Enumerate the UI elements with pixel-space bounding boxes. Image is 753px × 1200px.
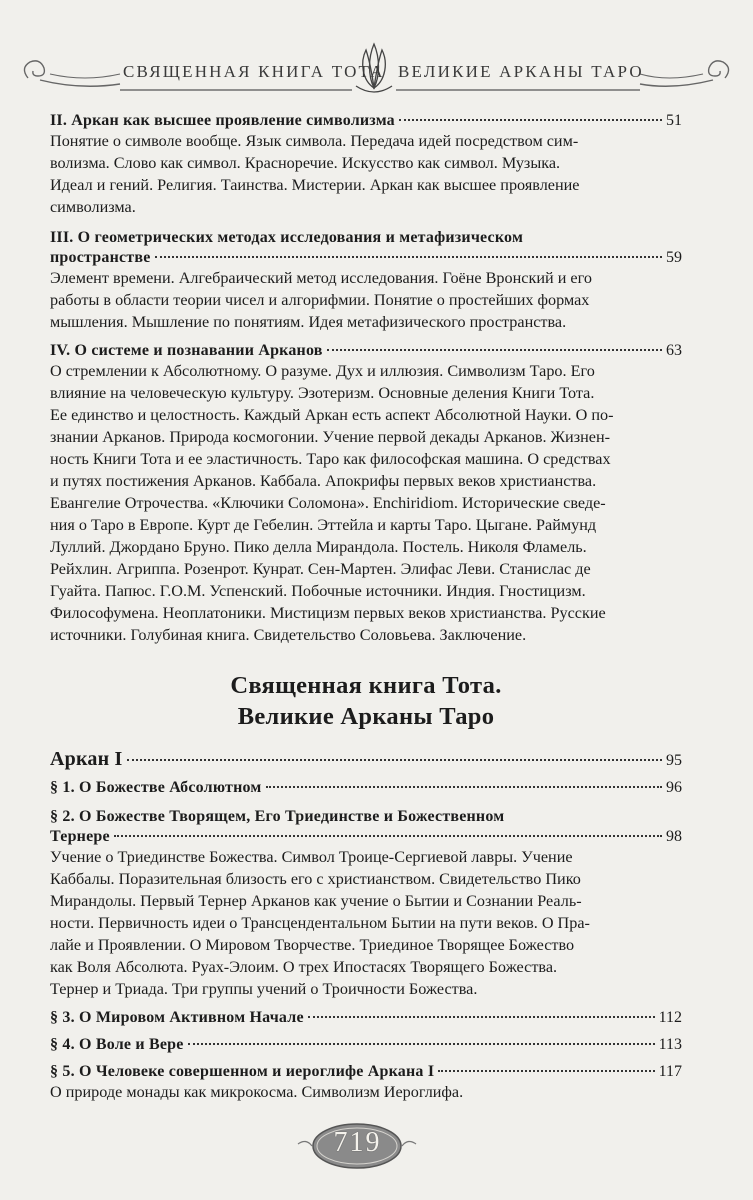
toc-entry-title: § 1. О Божестве Абсолютном	[50, 779, 262, 796]
toc-entry-heading	[50, 112, 682, 130]
toc-entry-title: § 3. О Мировом Активном Начале	[50, 1009, 304, 1026]
toc-entry-page: 63	[666, 342, 682, 359]
description-line: источники. Голубиная книга. Свидетельство Соловьева. Заключение.	[50, 626, 527, 644]
description-line: ность Книги Тота и ее эластичность. Таро как философская машина. О средствах	[50, 450, 611, 468]
description-line: волизма. Слово как символ. Красноречие. Искусство как символ. Музыка.	[50, 154, 561, 172]
toc-entry-page: 113	[658, 1036, 682, 1053]
description-line: Гуайта. Папюс. Г.О.М. Успенский. Побочные источники. Индия. Гностицизм.	[50, 582, 586, 600]
header-book-title: СВЯЩЕННАЯ КНИГА ТОТА	[123, 62, 385, 81]
description-line: Понятие о символе вообще. Язык символа. Передача идей посредством сим-	[50, 132, 579, 150]
description-line: работы в области теории чисел и алгорифмии. Понятие о простейших формах	[50, 291, 590, 309]
toc-chapter-title: Аркан I	[50, 748, 123, 770]
description-line: ности. Первичность идеи о Трансцендентальном Бытии на пути веков. О Пра-	[50, 914, 590, 932]
section-heading	[50, 670, 682, 732]
toc-entry-page: 59	[666, 249, 682, 266]
description-line: знании Арканов. Природа космогонии. Учение первой декады Арканов. Жизнен-	[50, 428, 611, 446]
description-line: Луллий. Джордано Бруно. Пико делла Мирандола. Постель. Николя Фламель.	[50, 538, 587, 556]
toc-entry-description	[50, 1081, 682, 1103]
toc-chapter-entry	[50, 748, 682, 771]
description-line: Элемент времени. Алгебраический метод исследования. Гоёне Вронский и его	[50, 269, 592, 287]
section-heading-line: Великие Арканы Таро	[237, 703, 495, 730]
description-line: Тернер и Триада. Три группы учений о Троичности Божества.	[50, 980, 478, 998]
toc-entry-page: 51	[666, 112, 682, 129]
description-line: Евангелие Отрочества. «Ключики Соломона». Enchiridiom. Исторические сведе-	[50, 494, 606, 512]
toc-entry-heading	[50, 1036, 682, 1054]
toc-entry	[50, 1063, 682, 1103]
toc-entry-title: § 5. О Человеке совершенном и иероглифе Аркана I	[50, 1063, 435, 1080]
toc-entry-heading	[50, 828, 682, 846]
description-line: как Воля Абсолюта. Руах-Элоим. О трех Ипостасях Творящего Божества.	[50, 958, 558, 976]
table-of-contents	[50, 112, 682, 1112]
toc-entry	[50, 806, 682, 1000]
leader-dots	[114, 835, 662, 837]
toc-entry-title: § 4. О Воле и Вере	[50, 1036, 184, 1053]
toc-entry	[50, 1009, 682, 1027]
description-line: ния о Таро в Европе. Курт де Гебелин. Эттейла и карты Таро. Цыгане. Раймунд	[50, 516, 597, 534]
description-line: Мирандолы. Первый Тернер Арканов как учение о Бытии и Сознании Реаль-	[50, 892, 582, 910]
description-line: Философумена. Неоплатоники. Мистицизм первых веков христианства. Русские	[50, 604, 606, 622]
toc-chapter-heading	[50, 748, 682, 771]
description-line: Идеал и гений. Религия. Таинства. Мистерии. Аркан как высшее проявление	[50, 176, 580, 194]
toc-entry-title-line: III. О геометрических методах исследования и метафизическом	[50, 229, 524, 246]
description-line: О природе монады как микрокосма. Символизм Иероглифа.	[50, 1083, 464, 1101]
leader-dots	[155, 256, 663, 258]
description-line: Каббалы. Поразительная близость его с христианством. Свидетельство Пико	[50, 870, 581, 888]
description-line: лайе и Проявлении. О Мировом Творчестве. Триединое Творящее Божество	[50, 936, 575, 954]
toc-entry-heading	[50, 779, 682, 797]
toc-entry-page: 96	[666, 779, 682, 796]
toc-entry-description	[50, 130, 682, 218]
toc-entry-description	[50, 360, 682, 646]
description-line: и путях постижения Арканов. Каббала. Апокрифы первых веков христианства.	[50, 472, 597, 490]
toc-entry	[50, 112, 682, 218]
description-line: влияние на человеческую культуру. Эзотеризм. Основные деления Книги Тота.	[50, 384, 595, 402]
section-heading-line: Священная книга Тота.	[230, 672, 502, 699]
toc-entry-page: 98	[666, 828, 682, 845]
toc-entry-heading	[50, 1063, 682, 1081]
leader-dots	[438, 1070, 654, 1072]
description-line: О стремлении к Абсолютному. О разуме. Дух и иллюзия. Символизм Таро. Его	[50, 362, 595, 380]
description-line: Учение о Триединстве Божества. Символ Троице-Сергиевой лавры. Учение	[50, 848, 573, 866]
toc-entry-page: 117	[658, 1063, 682, 1080]
leader-dots	[308, 1016, 655, 1018]
description-line: мышления. Мышление по понятиям. Идея метафизического пространства.	[50, 313, 567, 331]
toc-entry-description	[50, 846, 682, 1000]
toc-entry	[50, 342, 682, 646]
leader-dots	[188, 1043, 655, 1045]
description-line: символизма.	[50, 198, 136, 216]
toc-entry-title: II. Аркан как высшее проявление символизма	[50, 112, 395, 129]
leader-dots	[266, 786, 662, 788]
toc-entry-description	[50, 267, 682, 333]
header-section-title: ВЕЛИКИЕ АРКАНЫ ТАРО	[398, 62, 644, 81]
leader-dots	[127, 759, 663, 761]
page-number: 719	[333, 1127, 382, 1158]
toc-entry-title: Тернере	[50, 828, 110, 845]
leader-dots	[399, 119, 662, 121]
toc-entry-title: IV. О системе и познавании Арканов	[50, 342, 323, 359]
toc-entry-heading	[50, 249, 682, 267]
toc-entry-heading	[50, 1009, 682, 1027]
description-line: Рейхлин. Агриппа. Розенрот. Кунрат. Сен-Мартен. Элифас Леви. Станислас де	[50, 560, 591, 578]
toc-entry-heading	[50, 342, 682, 360]
toc-chapter-page: 95	[666, 752, 682, 769]
toc-entry	[50, 779, 682, 797]
page-number-medallion	[0, 1116, 753, 1176]
leader-dots	[327, 349, 662, 351]
toc-entry	[50, 1036, 682, 1054]
running-header	[0, 40, 753, 120]
toc-entry	[50, 227, 682, 333]
description-line: Ее единство и целостность. Каждый Аркан есть аспект Абсолютной Науки. О по-	[50, 406, 614, 424]
toc-entry-title-line: § 2. О Божестве Творящем, Его Триединстве и Божественном	[50, 808, 505, 825]
toc-entry-page: 112	[658, 1009, 682, 1026]
toc-entry-title: пространстве	[50, 249, 151, 266]
